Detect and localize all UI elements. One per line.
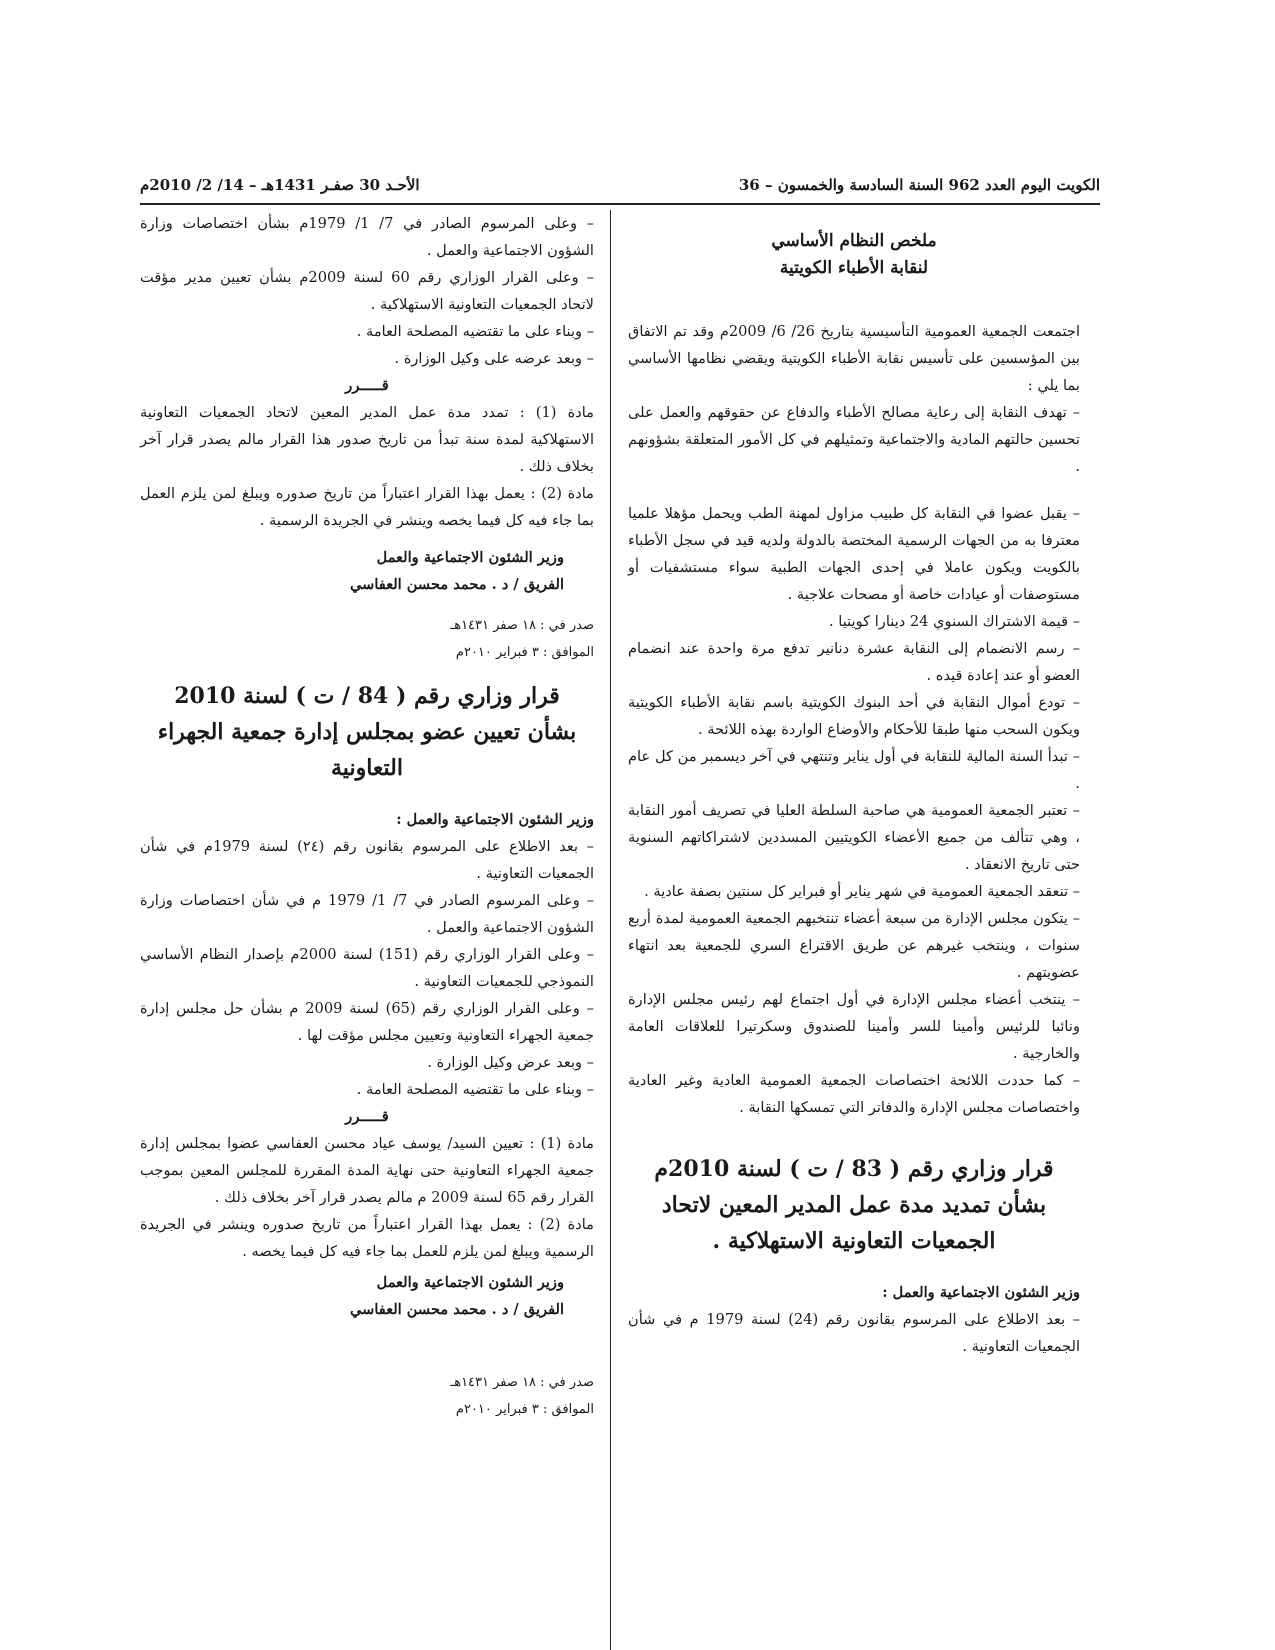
preamble-paragraph: – بعد الاطلاع على المرسوم بقانون رقم (24) لسنة 1979 م في شأن الجمعيات التعاونية . [628,1311,1081,1355]
preamble-paragraph: – وعلى القرار الوزاري رقم 60 لسنة 2009م بشأن تعيين مدير مؤقت لاتحاد الجمعيات التعاونية الاستهلاكية . [140,269,594,313]
decision-title-line: قرار وزاري رقم ( 83 / ت ) لسنة 2010م [654,1156,1054,1182]
issued-date: صدر في : ١٨ صفر ١٤٣١هـ [450,1375,594,1390]
decision-title-line: التعاونية [331,755,403,781]
article-1: مادة (1) : تعيين السيد/ يوسف عياد محسن العفاسي عضوا بمجلس إدارة جمعية الجهراء التعاونية حتى نهاية المدة المقررة للمجلس المعين بموجب القرار رقم 65 لسنة 2009 م مالم يصدر قرار آخر بخلاف ذلك . [140,1135,594,1206]
decision-title-line: بشأن تمديد مدة عمل المدير المعين لاتحاد [661,1192,1047,1218]
decision-84-heading [140,678,594,786]
list-item: – تنعقد الجمعية العمومية في شهر يناير أو فبراير كل سنتين بصفة عادية . [644,883,1080,900]
list-item: – تودع أموال النقابة في أحد البنوك الكويتية باسم نقابة الأطباء الكويتية ويكون السحب منها طبقا للأحكام والأوضاع الواردة بهذه اللائحة . [628,694,1080,738]
issue-info: الكويت اليوم العدد 962 السنة السادسة والخمسون – 36 [738,176,1100,194]
header-rule [140,203,1100,205]
corresponding-date: الموافق : ٣ فبراير ٢٠١٠م [455,1402,594,1417]
corresponding-date: الموافق : ٣ فبراير ٢٠١٠م [455,645,594,660]
minister-heading: وزير الشئون الاجتماعية والعمل : [396,811,594,828]
date-info: الأحـد 30 صفـر 1431هـ – 14/ 2/ 2010م [140,176,420,194]
column-divider [610,210,611,1650]
preamble-paragraph: – وعلى القرار الوزاري رقم (65) لسنة 2009 م بشأن حل مجلس إدارة جمعية الجهراء التعاونية وتعيين مجلس مؤقت لها . [140,1000,595,1044]
decides-heading: قـــــرر [345,1108,389,1125]
article-2: مادة (2) : يعمل بهذا القرار اعتباراً من تاريخ صدوره ويبلغ لمن يلزم العمل بما جاء فيه كل فيما يخصه وينشر في الجريدة الرسمية . [140,485,595,529]
preamble-paragraph: – وبناء على ما تقتضيه المصلحة العامة . [356,323,594,340]
intro-paragraph: اجتمعت الجمعية العمومية التأسيسية بتاريخ 26/ 6/ 2009م وقد تم الاتفاق بين المؤسسين على تأسيس نقابة الأطباء الكويتية ويقضي نظامها الأساسي بما يلي : [628,323,1080,394]
list-item: – رسم الانضمام إلى النقابة عشرة دنانير تدفع مرة واحدة عند انضمام العضو أو عند إعادة قيده . [628,640,1080,684]
preamble-paragraph: – وبعد عرضه على وكيل الوزارة . [394,350,594,367]
preamble-paragraph: – وعلى القرار الوزاري رقم (151) لسنة 2000م بإصدار النظام الأساسي النموذجي للجمعيات التعاونية . [140,946,595,990]
preamble-paragraph: – وعلى المرسوم الصادر في 7/ 1/ 1979 م في شأن اختصاصات وزارة الشؤون الاجتماعية والعمل . [140,892,595,936]
minister-title: وزير الشئون الاجتماعية والعمل [376,1274,564,1291]
decision-title-line: قرار وزاري رقم ( 84 / ت ) لسنة 2010 [174,683,560,709]
article-2: مادة (2) : يعمل بهذا القرار اعتباراً من تاريخ صدوره وينشر في الجريدة الرسمية ويبلغ لمن يلزم للعمل بما جاء فيه كل فيما يخصه . [140,1216,594,1260]
section-subtitle: لنقابة الأطباء الكويتية [779,258,929,278]
minister-name: الفريق / د . محمد محسن العفاسي [349,1301,564,1318]
left-column [140,210,594,1423]
decision-title-line: بشأن تعيين عضو بمجلس إدارة جمعية الجهراء [157,719,577,745]
list-item: – تعتبر الجمعية العمومية هي صاحبة السلطة العليا في تصريف أمور النقابة ، وهي تتألف من جميع الأعضاء الكويتيين المسددين لاشتراكاتهم السنوية حتى تاريخ الانعقاد . [628,802,1080,873]
preamble-paragraph: – بعد الاطلاع على المرسوم بقانون رقم (٢٤) لسنة 1979م في شأن الجمعيات التعاونية . [140,838,594,882]
decides-heading: قـــــرر [345,377,389,394]
issued-date: صدر في : ١٨ صفر ١٤٣١هـ [450,618,594,633]
section-title: ملخص النظام الأساسي [771,231,937,251]
minister-heading: وزير الشئون الاجتماعية والعمل : [882,1284,1080,1301]
list-item: – يقبل عضوا في النقابة كل طبيب مزاول لمهنة الطب ويحمل مؤهلا علميا معترفا به من الجهات الرسمية المختصة بالدولة ولديه قيد في سجل الأطباء بالكويت ويكون عاملا في إحدى الجهات الطبية سواء مستشفيات أو مستوصفات أو عيادات خاصة أو مصحات علاجية . [628,505,1080,603]
list-item: – ينتخب أعضاء مجلس الإدارة في أول اجتماع لهم رئيس مجلس الإدارة ونائبا للرئيس وأمينا للسر وأمينا للصندوق وسكرتيرا للعلاقات العامة والخارجية . [628,991,1080,1062]
list-item: – قيمة الاشتراك السنوي 24 دينارا كويتيا . [829,613,1080,630]
preamble-paragraph: – وبعد عرض وكيل الوزارة . [427,1054,594,1071]
decision-title-line: الجمعيات التعاونية الاستهلاكية . [712,1228,996,1254]
right-column [628,210,1080,1360]
list-item: – تهدف النقابة إلى رعاية مصالح الأطباء والدفاع عن حقوقهم والعمل على تحسين حالتهم المادية والاجتماعية وتمثيلهم في كل الأمور المتعلقة بشؤونهم . [628,404,1080,475]
preamble-paragraph: – وعلى المرسوم الصادر في 7/ 1/ 1979م بشأن اختصاصات وزارة الشؤون الاجتماعية والعمل . [140,215,595,259]
list-item: – كما حددت اللائحة اختصاصات الجمعية العمومية العادية وغير العادية واختصاصات مجلس الإدارة والدفاتر التي تمسكها النقابة . [628,1072,1080,1116]
preamble-paragraph: – وبناء على ما تقتضيه المصلحة العامة . [356,1081,594,1098]
page-header [140,176,1100,202]
list-item: – تبدأ السنة المالية للنقابة في أول يناير وتنتهي في آخر ديسمبر من كل عام . [628,748,1080,792]
minister-title: وزير الشئون الاجتماعية والعمل [376,549,564,566]
article-1: مادة (1) : تمدد مدة عمل المدير المعين لاتحاد الجمعيات التعاونية الاستهلاكية لمدة سنة تبدأ من تاريخ صدور هذا القرار مالم يصدر قرار آخر بخلاف ذلك . [140,404,595,475]
minister-name: الفريق / د . محمد محسن العفاسي [349,576,564,593]
decision-83-heading [628,1151,1080,1259]
list-item: – يتكون مجلس الإدارة من سبعة أعضاء تنتخبهم الجمعية العمومية لمدة أربع سنوات ، وينتخب غيرهم عن طريق الاقتراع السري للجمعية بعد انتهاء عضويتهم . [628,910,1080,981]
